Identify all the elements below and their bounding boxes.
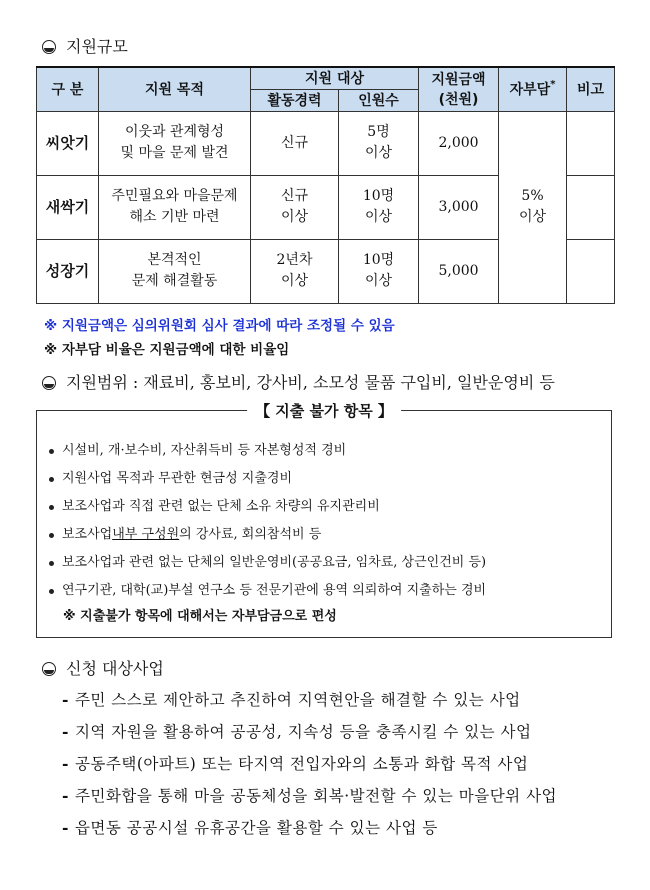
row-activity (251, 175, 339, 239)
header-selfpay-mark: * (550, 79, 556, 91)
table-row (37, 111, 615, 175)
row-amount: 2,000 (419, 111, 499, 175)
section-heading-support-scale (42, 34, 128, 57)
note-selfpay-ratio: ※ 자부담 비율은 지원금액에 대한 비율임 (44, 342, 290, 358)
list-item-text: 지원사업 목적과 무관한 현금성 지출경비 (62, 471, 293, 486)
header-category: 구 분 (37, 67, 99, 111)
list-item-text: 의 강사료, 회의참석비 등 (179, 527, 322, 542)
header-remarks: 비고 (567, 67, 615, 111)
bullet-dot-icon (49, 505, 54, 510)
list-item (49, 493, 603, 521)
list-item (49, 437, 603, 465)
members-line: 10명 (362, 188, 395, 204)
support-scale-table (36, 66, 615, 304)
underlined-text: 내부 구성원 (112, 527, 180, 542)
row-purpose (99, 239, 251, 303)
dash-bullet: - (62, 818, 69, 837)
list-item-text: 주민화합을 통해 마을 공동체성을 회복·발전할 수 있는 마을단위 사업 (74, 787, 558, 805)
bullet-dot-icon (49, 449, 54, 454)
bullet-dot-icon (49, 589, 54, 594)
non-expendable-list (49, 437, 603, 605)
row-members (339, 111, 419, 175)
list-item (49, 577, 603, 605)
selfpay-line: 이상 (518, 209, 547, 225)
section-title: 지원규모 (66, 37, 128, 56)
bullet-dot-icon (49, 533, 54, 538)
header-selfpay (499, 67, 567, 111)
list-item-text: 주민 스스로 제안하고 추진하여 지역현안을 해결할 수 있는 사업 (74, 691, 521, 709)
header-members: 인원수 (339, 89, 419, 111)
header-purpose: 지원 목적 (99, 67, 251, 111)
box-title: 【 지출 불가 항목 】 (247, 400, 401, 421)
list-item-text: 읍면동 공공시설 유휴공간을 활용할 수 있는 사업 등 (74, 819, 438, 837)
header-target: 지원 대상 (251, 67, 419, 89)
row-category: 새싹기 (37, 175, 99, 239)
circle-bullet-icon (42, 376, 56, 390)
non-expendable-items-box (36, 402, 612, 638)
row-category: 씨앗기 (37, 111, 99, 175)
list-item (49, 549, 603, 577)
row-activity (251, 111, 339, 175)
activity-line: 2년차 (276, 252, 313, 268)
note-amount-adjustment: ※ 지원금액은 심의위원회 심사 결과에 따라 조정될 수 있음 (44, 318, 395, 334)
members-line: 10명 (362, 252, 395, 268)
list-item (62, 814, 557, 846)
members-line: 이상 (364, 273, 393, 289)
purpose-line: 문제 해결활동 (131, 273, 218, 289)
list-item-text: 공동주택(아파트) 또는 타지역 전입자와의 소통과 화합 목적 사업 (74, 755, 529, 773)
row-purpose (99, 175, 251, 239)
row-amount: 5,000 (419, 239, 499, 303)
header-amount (419, 67, 499, 111)
section-heading-target-projects (42, 656, 164, 679)
activity-line: 이상 (280, 209, 309, 225)
activity-line: 신규 (280, 134, 309, 151)
list-item-text: 시설비, 개·보수비, 자산취득비 등 자본형성적 경비 (62, 443, 347, 458)
header-amount-line2: (천원) (438, 92, 479, 109)
list-item-text: 보조사업과 관련 없는 단체의 일반운영비(공공요금, 임차료, 상근인건비 등) (62, 555, 487, 570)
list-item (49, 465, 603, 493)
header-selfpay-label: 자부담 (509, 82, 551, 99)
purpose-line: 이웃과 관계형성 (124, 124, 225, 140)
header-activity: 활동경력 (251, 89, 339, 111)
row-amount: 3,000 (419, 175, 499, 239)
bullet-dot-icon (49, 477, 54, 482)
purpose-line: 및 마을 문제 발견 (120, 145, 229, 161)
circle-bullet-icon (42, 40, 56, 54)
activity-line: 신규 (280, 188, 309, 204)
row-remarks (567, 175, 615, 239)
dash-bullet: - (62, 722, 69, 741)
section-heading-support-range (42, 370, 555, 393)
list-item (62, 686, 557, 718)
row-remarks (567, 239, 615, 303)
header-amount-line1: 지원금액 (431, 72, 486, 89)
purpose-line: 본격적인 (147, 252, 202, 268)
activity-line: 이상 (280, 273, 309, 289)
list-item-text: 연구기관, 대학(교)부설 연구소 등 전문기관에 용역 의뢰하여 지출하는 경비 (62, 583, 487, 598)
list-item-text: 보조사업과 직접 관련 없는 단체 소유 차량의 유지관리비 (62, 499, 380, 514)
members-line: 이상 (364, 145, 393, 161)
list-item-text: 지역 자원을 활용하여 공공성, 지속성 등을 충족시킬 수 있는 사업 (74, 723, 532, 741)
bullet-dot-icon (49, 561, 54, 566)
list-item-text: 보조사업 (62, 527, 113, 542)
list-item (62, 782, 557, 814)
row-remarks (567, 111, 615, 175)
section-title: 지원범위 : 재료비, 홍보비, 강사비, 소모성 물품 구입비, 일반운영비 등 (66, 373, 555, 392)
list-item (62, 718, 557, 750)
members-line: 5명 (367, 124, 390, 140)
row-purpose (99, 111, 251, 175)
row-members (339, 175, 419, 239)
circle-bullet-icon (42, 662, 56, 676)
box-note: ※ 지출불가 항목에 대해서는 자부담금으로 편성 (63, 609, 337, 624)
purpose-line: 해소 기반 마련 (129, 209, 220, 225)
row-category: 성장기 (37, 239, 99, 303)
purpose-line: 주민필요와 마을문제 (111, 188, 238, 204)
selfpay-line: 5% (521, 188, 544, 204)
row-members (339, 239, 419, 303)
members-line: 이상 (364, 209, 393, 225)
list-item (49, 521, 603, 549)
selfpay-cell (499, 111, 567, 303)
list-item (62, 750, 557, 782)
dash-bullet: - (62, 690, 69, 709)
dash-bullet: - (62, 786, 69, 805)
dash-bullet: - (62, 754, 69, 773)
row-activity (251, 239, 339, 303)
target-projects-list (62, 686, 557, 846)
section-title: 신청 대상사업 (66, 659, 164, 678)
